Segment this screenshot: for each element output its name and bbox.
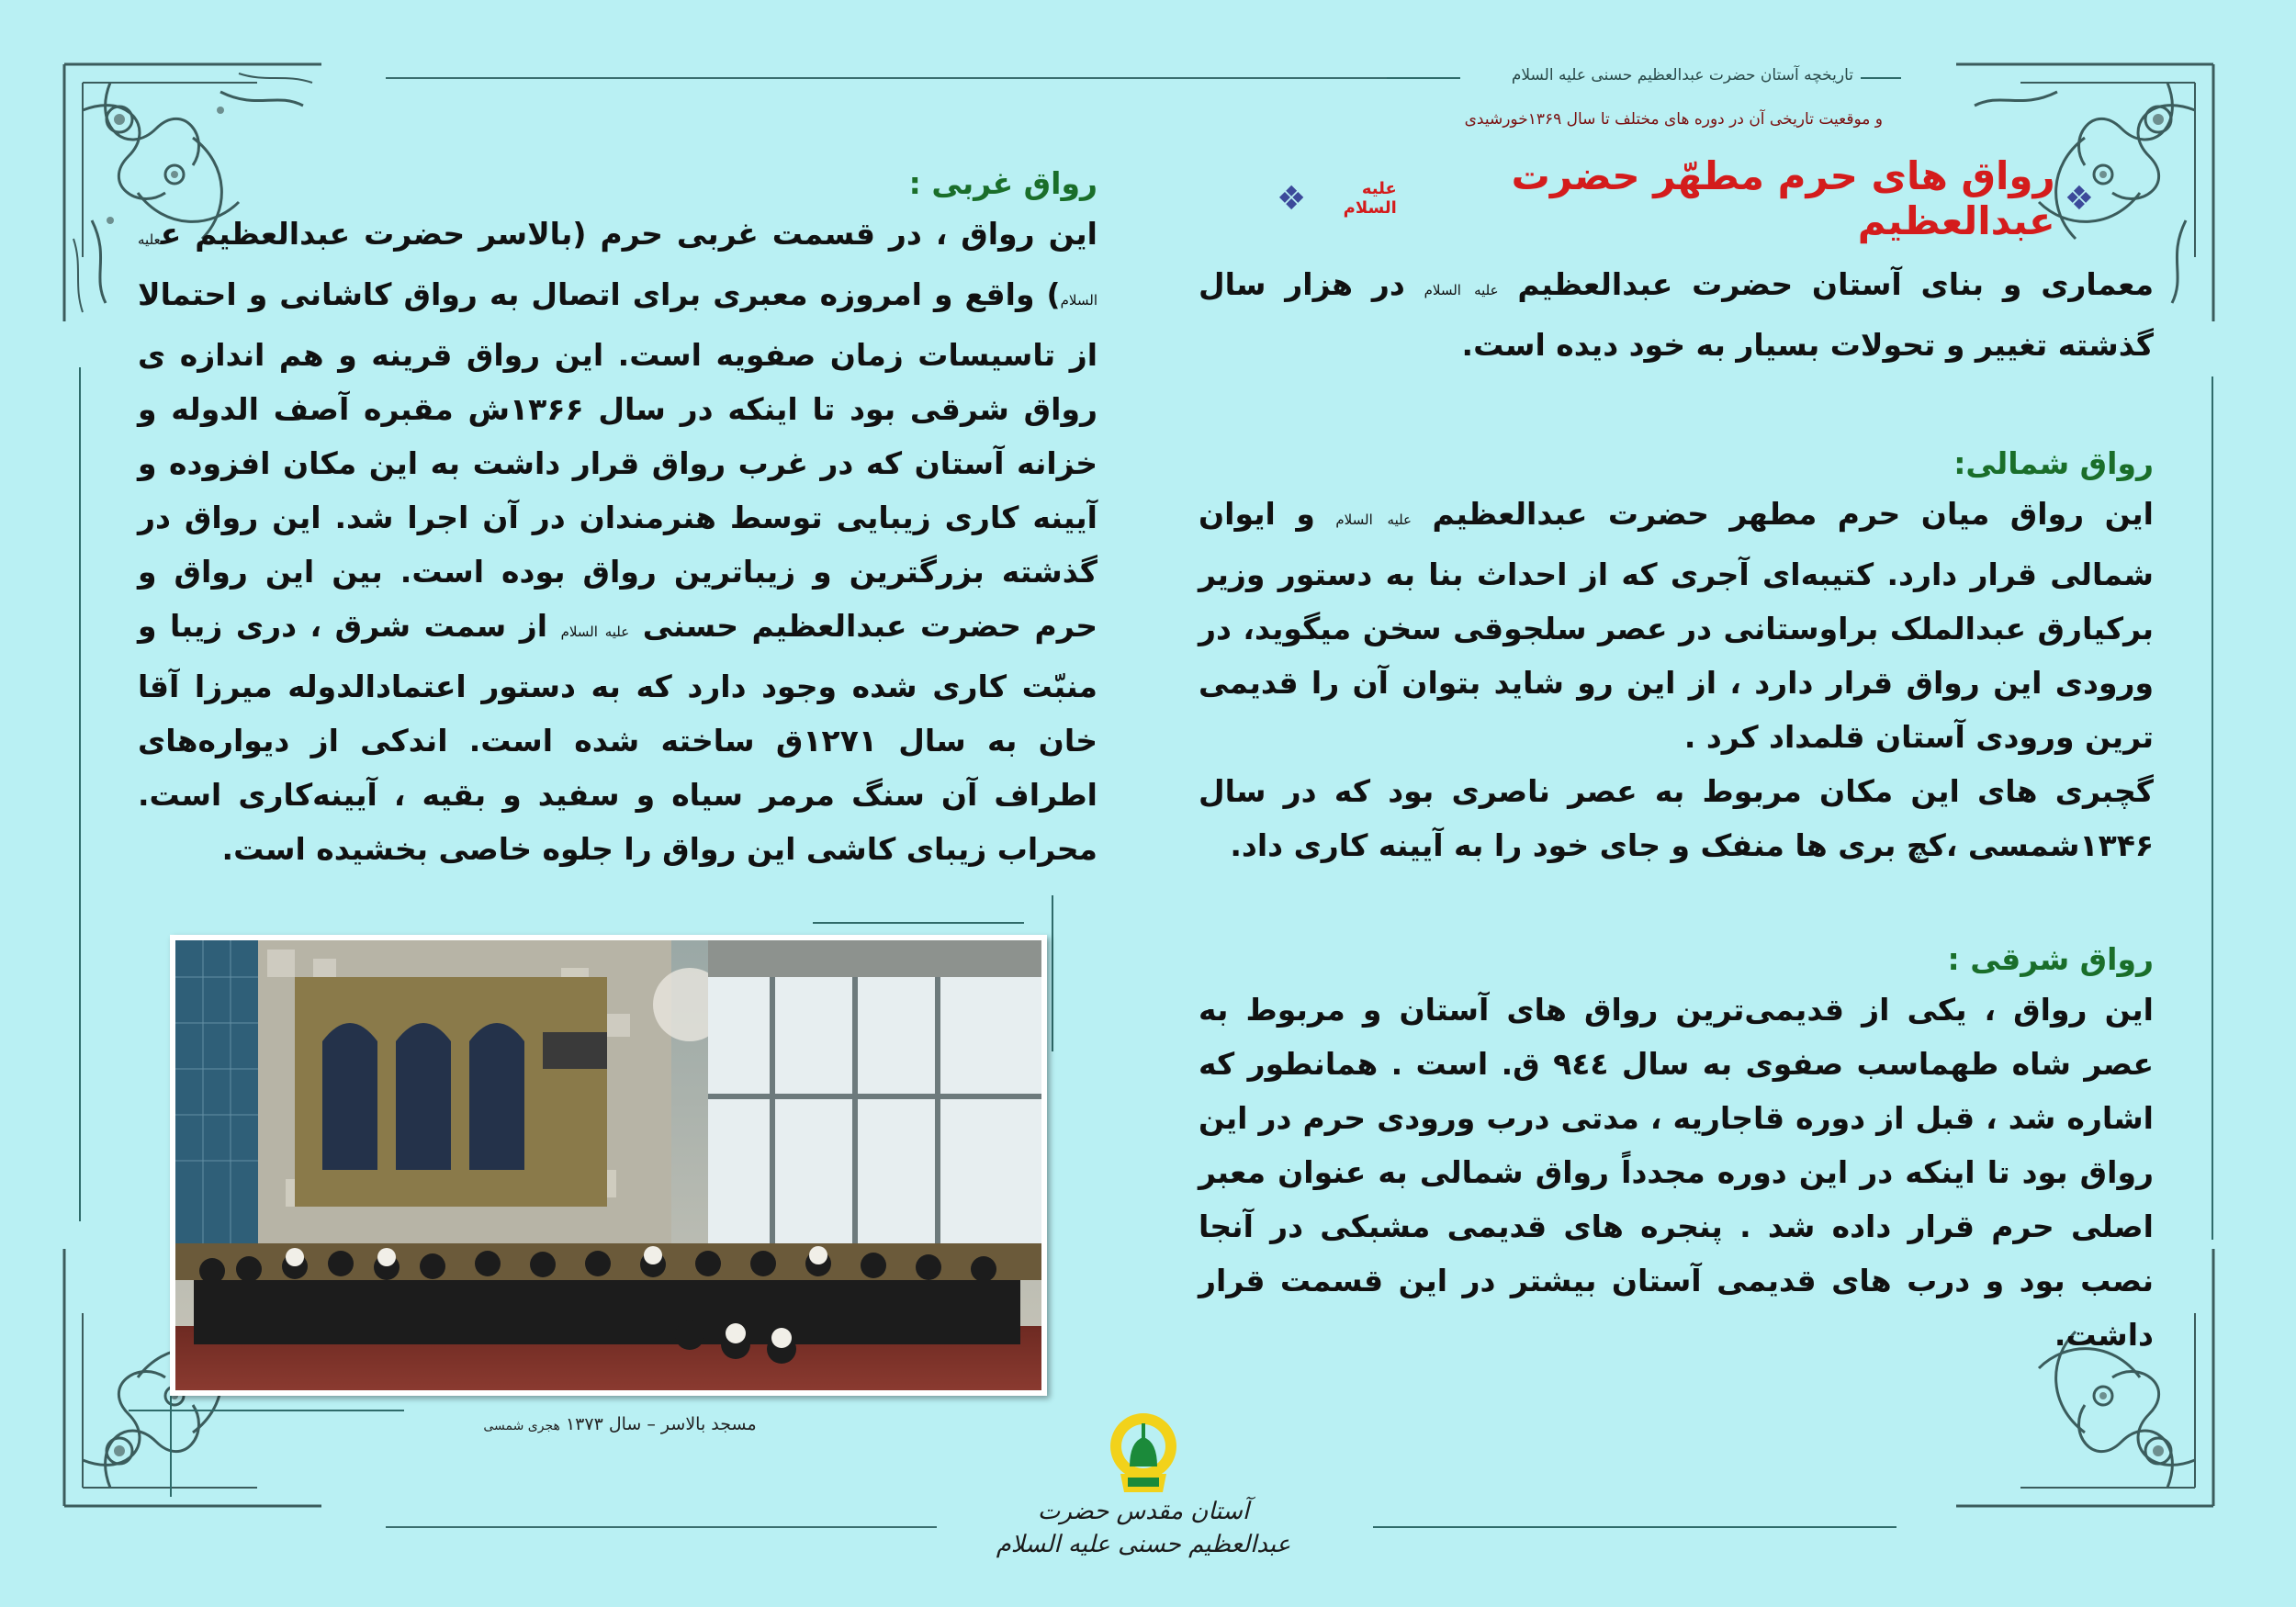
frame-line-top-left [386, 77, 1387, 79]
photo-guide-line-top [813, 922, 1024, 924]
west-honorific-1: علیه السلام [138, 231, 1097, 309]
photo-caption-small: هجری شمسی [483, 1419, 560, 1433]
north-portico-heading: رواق شمالی: [1953, 445, 2154, 481]
intro-text-a: معماری و بنای آستان حضرت عبدالعظیم [1517, 266, 2155, 302]
shrine-calligraphy-signature: آستان مقدس حضرت عبدالعظیم حسنی علیه السلام [996, 1498, 1291, 1558]
north-portico-paragraph-2: گچبری های این مکان مربوط به عصر ناصری بود که در سال ۱۳۴۶شمسی ،کچ بری ها منفک و جای خود را به آیینه کاری داد. [1199, 773, 2154, 863]
north-honorific: علیه السلام [1335, 511, 1412, 528]
photo-caption [459, 1414, 781, 1434]
photo-frame [170, 935, 1047, 1396]
header-top-line: تاریخچه آستان حضرت عبدالعظیم حسنی علیه السلام [1460, 66, 1861, 84]
frame-line-right [2212, 376, 2213, 1240]
photo-guide-line-bottom [129, 1410, 404, 1411]
main-title-honorific: علیه السلام [1343, 179, 1397, 218]
north-text-b: و ایوان شمالی قرار دارد. کتیبه‌ای آجری که از احداث بنا به دستور وزیر برکیارق عبدالملک براوستانی در عصر سلجوقی سخن میگوید، در ورودی این رواق قرار دارد ، از این رو شاید بتوان آن را قدیمی ترین ورودی آستان قلمداد کرد . [1199, 496, 2154, 755]
west-portico-paragraph [138, 207, 1097, 876]
west-portico-heading: رواق غربی : [908, 165, 1097, 201]
left-column [138, 161, 1097, 876]
north-text-a: این رواق میان حرم مطهر حضرت عبدالعظیم [1432, 496, 2154, 532]
frame-line-left [79, 367, 81, 1221]
north-portico-paragraph [1199, 487, 2154, 764]
west-text-b: ) واقع و امروزه معبری برای اتصال به رواق کاشانی و احتمالا از تاسیسات زمان صفویه است. این رواق قرینه و هم اندازه ی رواق شرقی بود تا اینکه در سال ۱۳۶۶ش مقبره آصف الدوله و خزانه آستان که در غرب رواق قرار داشت به این مکان افزوده و آیینه کاری زیبایی توسط هنرمندان در آن اجرا شد. این رواق در گذشته بزرگترین و زیباترین رواق بوده است. بین این رواق و حرم حضرت عبدالعظیم حسنی [138, 276, 1098, 644]
intro-paragraph [1199, 257, 2154, 372]
main-title [1267, 153, 2103, 243]
intro-honorific: علیه السلام [1424, 282, 1499, 298]
title-ornament-right-icon: ❖ [2064, 179, 2094, 218]
frame-line-bottom-right [1373, 1526, 1896, 1528]
west-text-c: از سمت شرق ، دری زیبا و منبّت کاری شده وجود دارد که به دستور اعتمادالدوله میرزا آقا خان به سال ۱۲۷۱ق ساخته شده است. اندکی از دیواره‌های اطراف آن سنگ مرمر سیاه و سفید و بقیه ، آیینه‌کاری است. محراب زیبای کاشی این رواق را جلوه خاصی بخشیده است. [138, 608, 1097, 867]
title-ornament-left-icon: ❖ [1277, 179, 1307, 218]
west-text-a: این رواق ، در قسمت غربی حرم (بالاسر حضرت عبدالعظیم ع [160, 216, 1097, 252]
frame-line-bottom-left [386, 1526, 937, 1528]
main-title-text: رواق های حرم مطهّر حضرت عبدالعظیم [1511, 153, 2055, 243]
mosque-gathering-photo [175, 940, 1041, 1390]
photo-guide-line-left [170, 1387, 172, 1497]
photo-guide-line-right [1052, 895, 1053, 1051]
photo-caption-main: مسجد بالاسر – سال ۱۳۷۳ [565, 1414, 757, 1434]
east-portico-heading: رواق شرقی : [1947, 941, 2154, 977]
intro-text-b: در هزار سال گذشته تغییر و تحولات بسیار به خود دیده است. [1199, 266, 2154, 363]
header-subtitle: و موقعیت تاریخی آن در دوره های مختلف تا سال ۱۳۶۹خورشیدی [1464, 110, 1883, 129]
east-portico-paragraph: این رواق ، یکی از قدیمی‌ترین رواق های آستان و مربوط به عصر شاه طهماسب صفوی به سال ۹٤٤ ق. است . همانطور که اشاره شد ، قبل از دوره قاجاریه ، مدتی درب ورودی حرم در این رواق بود تا اینکه در این دوره مجدداً رواق شمالی به عنوان معبر اصلی حرم قرار داده شد . پنجره های قدیمی مشبکی در آنجا نصب بود و درب های قدیمی آستان بیشتر در این قسمت قرار داشت. [1199, 992, 2154, 1353]
right-column [1199, 257, 2154, 1362]
west-honorific-2: علیه السلام [560, 624, 630, 640]
shrine-logo [1102, 1410, 1185, 1501]
